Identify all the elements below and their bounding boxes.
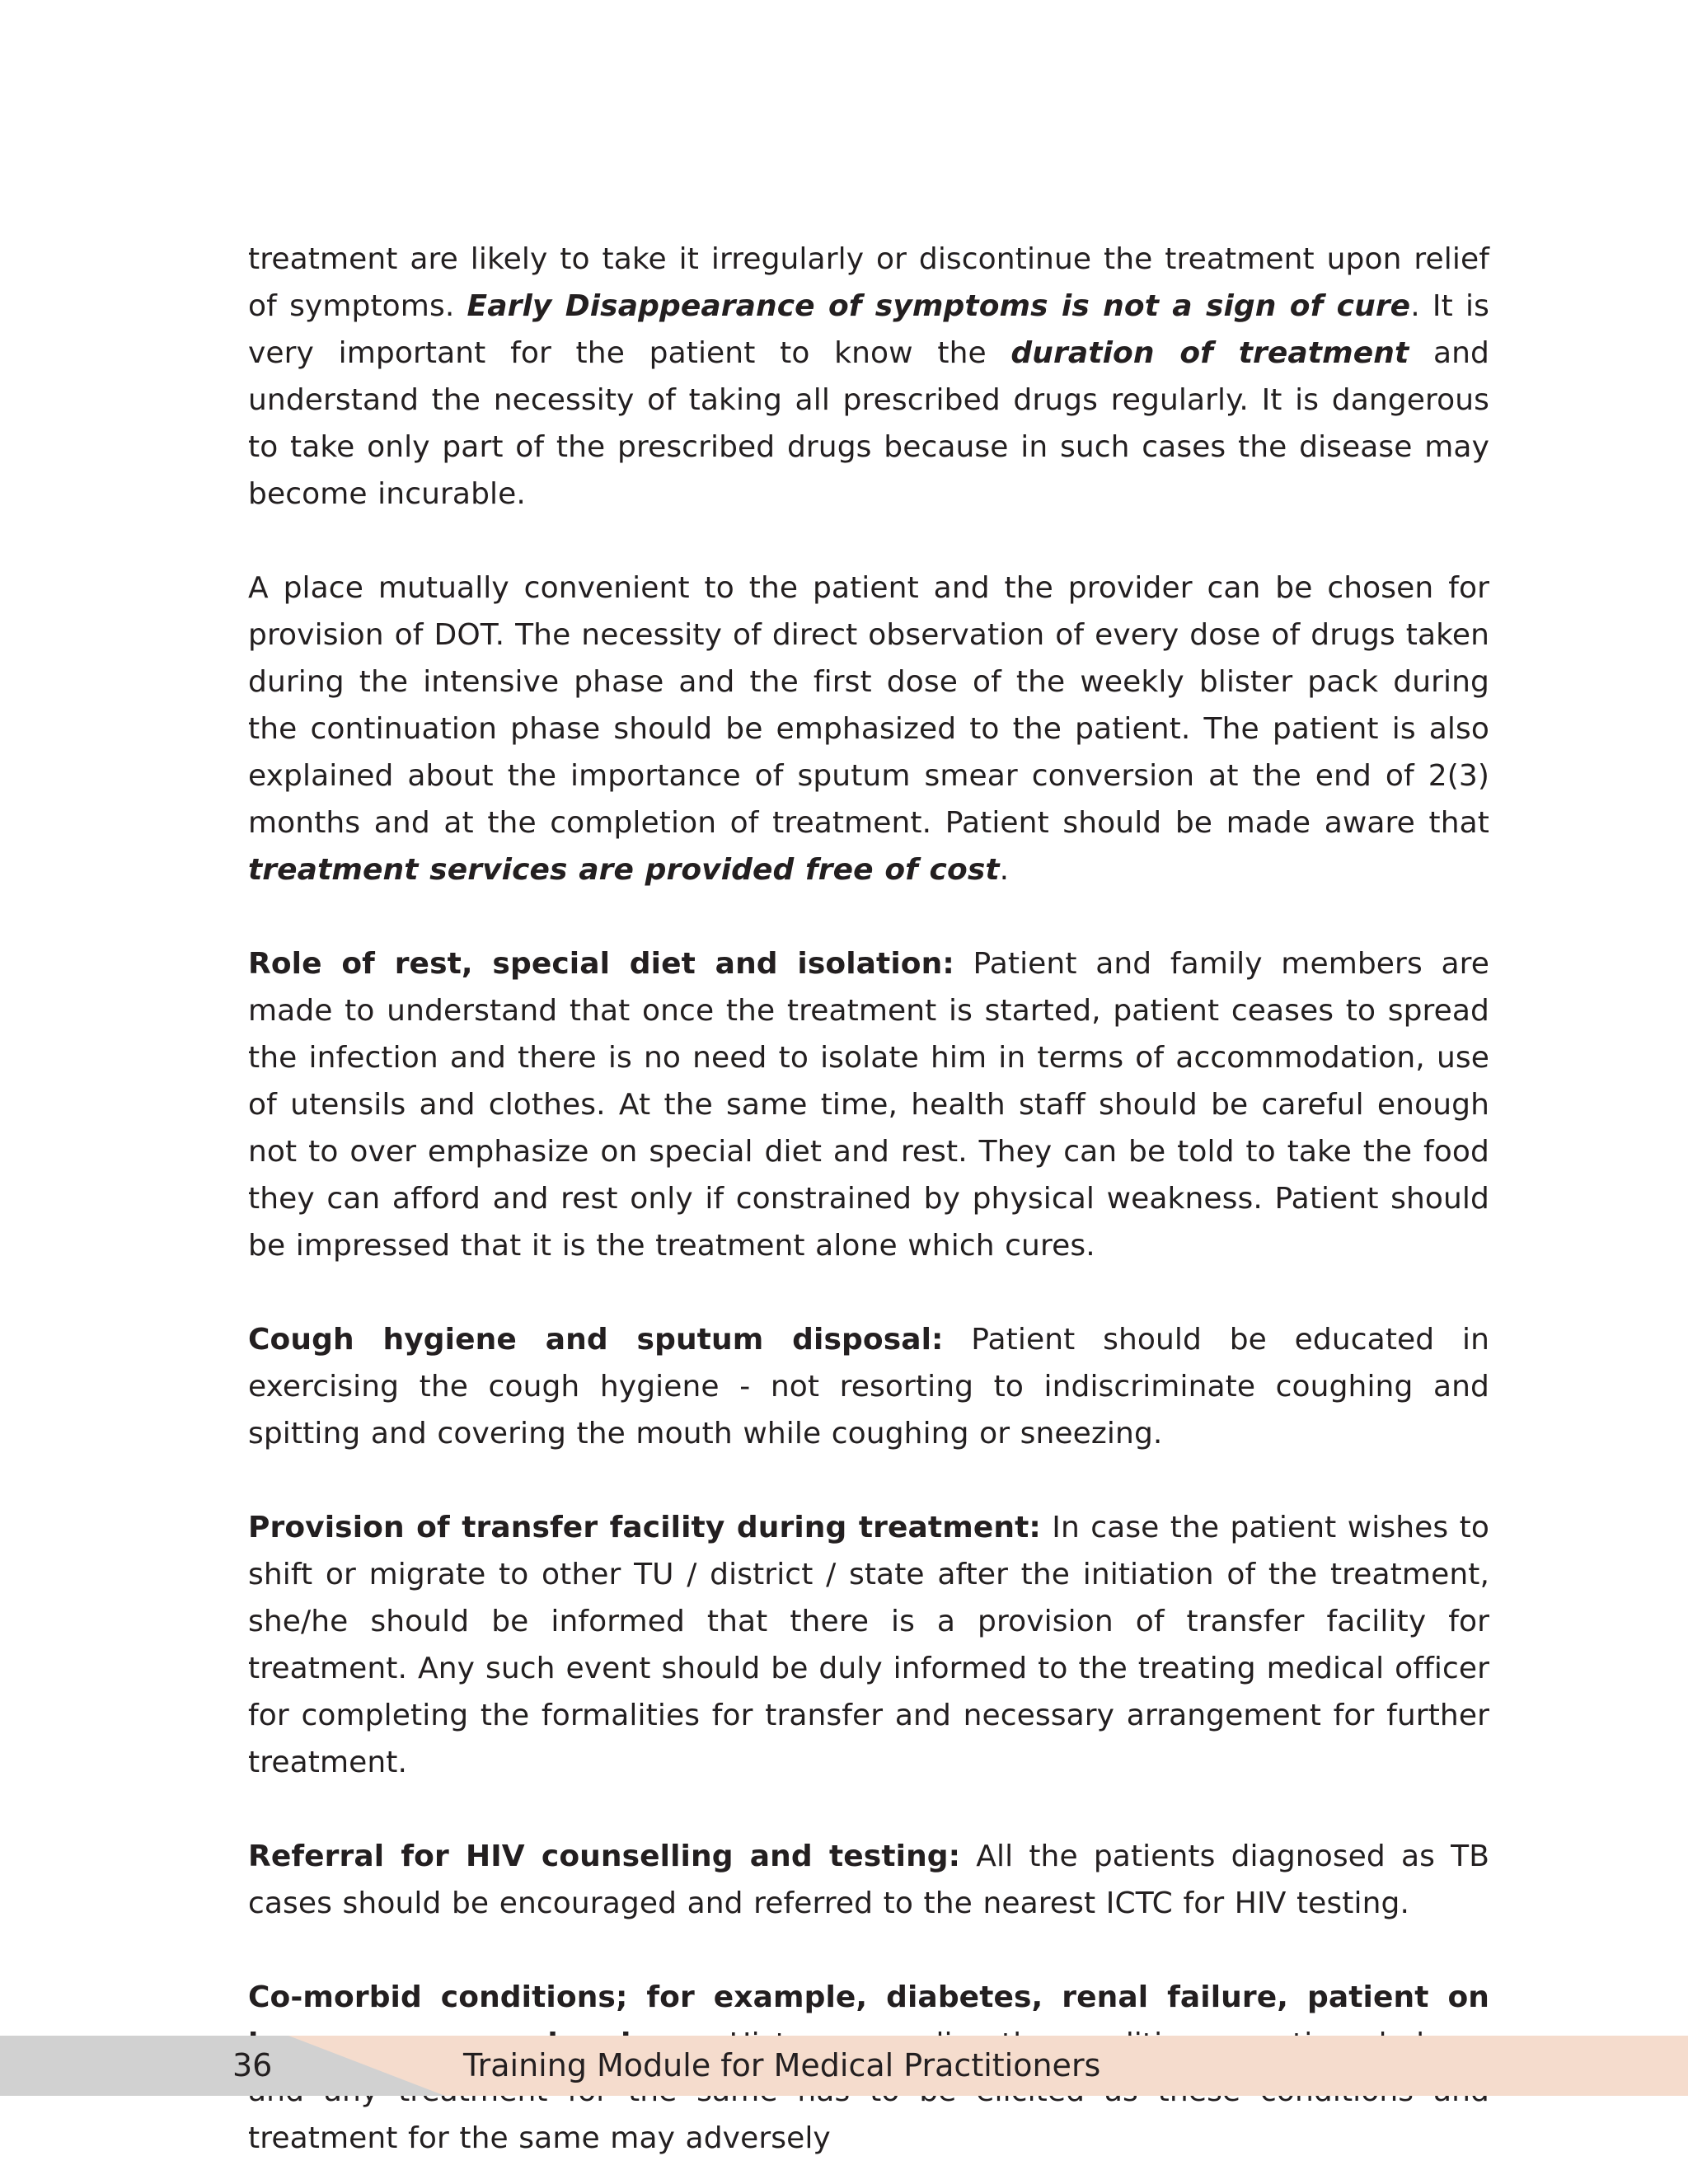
paragraph-heading: Referral for HIV counselling and testing: (248, 1840, 961, 1873)
paragraph-hiv-referral (248, 1833, 1489, 1927)
footer-title: Training Module for Medical Practitioners (463, 2047, 1101, 2083)
page-number: 36 (232, 2047, 273, 2083)
paragraph-text: treatment are likely to take it irregularly or discontinue the treatment upon relief of symptoms. (248, 242, 1489, 323)
paragraph-heading: Co-morbid conditions; for example, diabetes, renal failure, patient on (248, 1980, 1489, 2014)
paragraph-text: A place mutually convenient to the patient and the provider can be chosen for provision of DOT. The necessity of direct observation of every dose of drugs taken during the intensive phase and the first dose of the weekly blister pack during the continuation phase should be emphasized to the patient. The patient is also explained about the importance of sputum smear conversion at the end of 2(3) months and at the completion of treatment. Patient should be made aware that (248, 571, 1489, 840)
paragraph-cough-hygiene (248, 1316, 1489, 1457)
paragraph-text: . It is very important for the patient to know the (248, 289, 1489, 370)
paragraph-text: Patient and family members are made to understand that once the treatment is started, patient ceases to spread the infection and there is no need to isolate him in terms of accommodation, use of utensils and clothes. At the same time, health staff should be careful enough not to over emphasize on special diet and rest. They can be told to take the food they can afford and rest only if constrained by physical weakness. Patient should be impressed that it is the treatment alone which cures. (248, 947, 1489, 1263)
paragraph-transfer-facility (248, 1504, 1489, 1786)
paragraph-treatment-adherence (248, 236, 1489, 518)
paragraph-heading: Cough hygiene and sputum disposal: (248, 1323, 944, 1357)
paragraph-text: All the patients diagnosed as TB cases should be encouraged and referred to the nearest ICTC for HIV testing. (248, 1840, 1489, 1920)
paragraph-rest-diet-isolation (248, 940, 1489, 1269)
page-footer (0, 2036, 1688, 2096)
emphasis-text: duration of treatment (1010, 336, 1409, 370)
paragraph-heading: Provision of transfer facility during treatment: (248, 1511, 1041, 1544)
paragraph-text: Patient should be educated in exercising the cough hygiene - not resorting to indiscriminate coughing and spitting and covering the mouth while coughing or sneezing. (248, 1323, 1490, 1451)
paragraph-text: and understand the necessity of taking all prescribed drugs regularly. It is dangerous to take only part of the prescribed drugs because in such cases the disease may become incurable. (248, 336, 1489, 511)
paragraph-text: In case the patient wishes to shift or migrate to other TU / district / state after the initiation of the treatment, she/he should be informed that there is a provision of transfer facility for treatment. Any such event should be duly informed to the treating medical officer for completing the formalities for transfer and necessary arrangement for further treatment. (248, 1511, 1489, 1779)
page-body (248, 236, 1489, 2162)
emphasis-text: treatment services are provided free of cost (248, 853, 1000, 887)
paragraph-text: . (999, 853, 1010, 887)
paragraph-dot-location (248, 565, 1489, 893)
emphasis-text: Early Disappearance of symptoms is not a sign of cure (467, 289, 1411, 323)
paragraph-heading: Role of rest, special diet and isolation: (248, 947, 954, 981)
paragraph-text: treatment for the same may adversely (248, 2121, 831, 2155)
